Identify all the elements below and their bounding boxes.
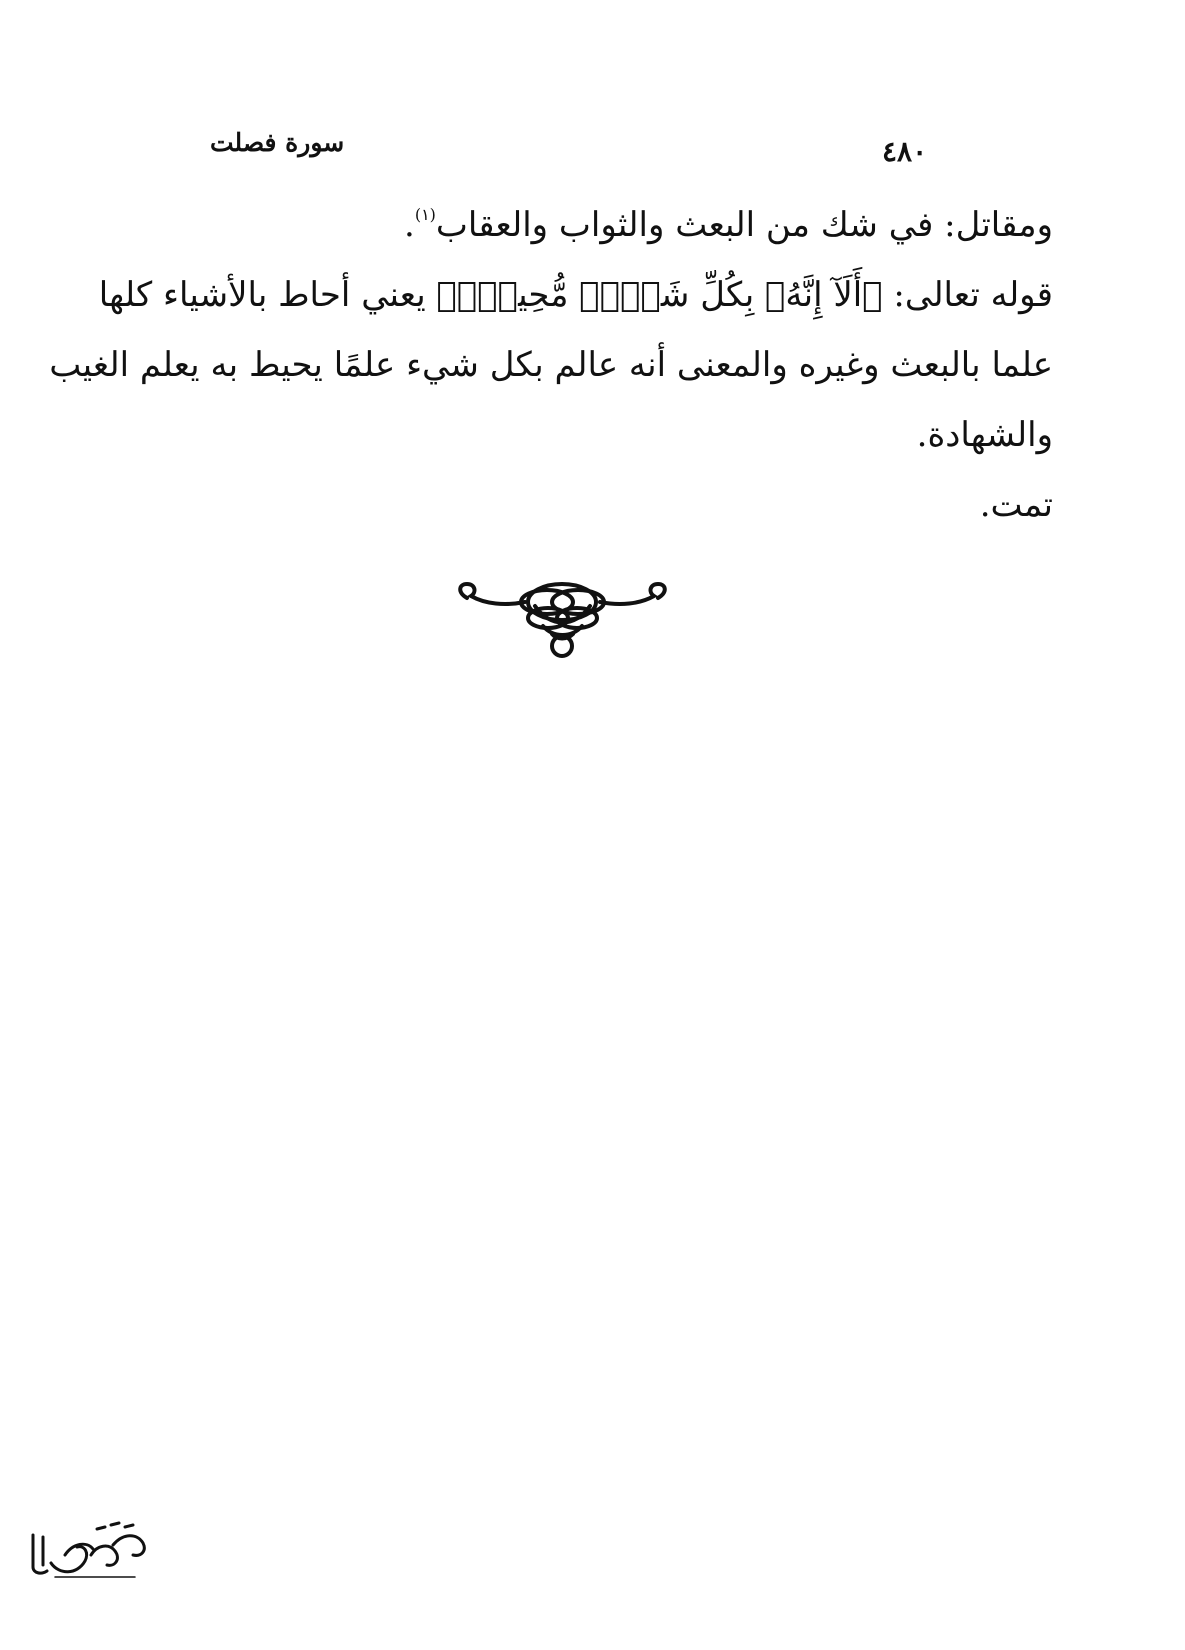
text-line-1 — [118, 205, 1053, 245]
page-number: ٤٨٠ — [882, 135, 928, 168]
surah-title: سورة فصلت — [210, 128, 345, 157]
text-line-5: تمت. — [979, 485, 1053, 525]
text-line-1-end: . — [404, 205, 415, 245]
knot-ornament-icon — [455, 580, 670, 660]
footnote-marker[interactable]: (١) — [414, 205, 436, 224]
page-header — [0, 125, 1185, 185]
text-line-4: والشهادة. — [916, 415, 1053, 455]
text-line-1-main: ومقاتل: في شك من البعث والثواب والعقاب — [435, 205, 1053, 245]
text-line-2: قوله تعالى: ﴿أَلَآ إِنَّهُۥ بِكُلِّ شَيۡءٖ مُّحِيطُۢ﴾ يعني أحاط بالأشياء كلها — [98, 275, 1053, 315]
text-line-3: علما بالبعث وغيره والمعنى أنه عالم بكل شيء علمًا يحيط به يعلم الغيب — [49, 345, 1053, 385]
calligraphy-logo-icon — [25, 1515, 155, 1585]
